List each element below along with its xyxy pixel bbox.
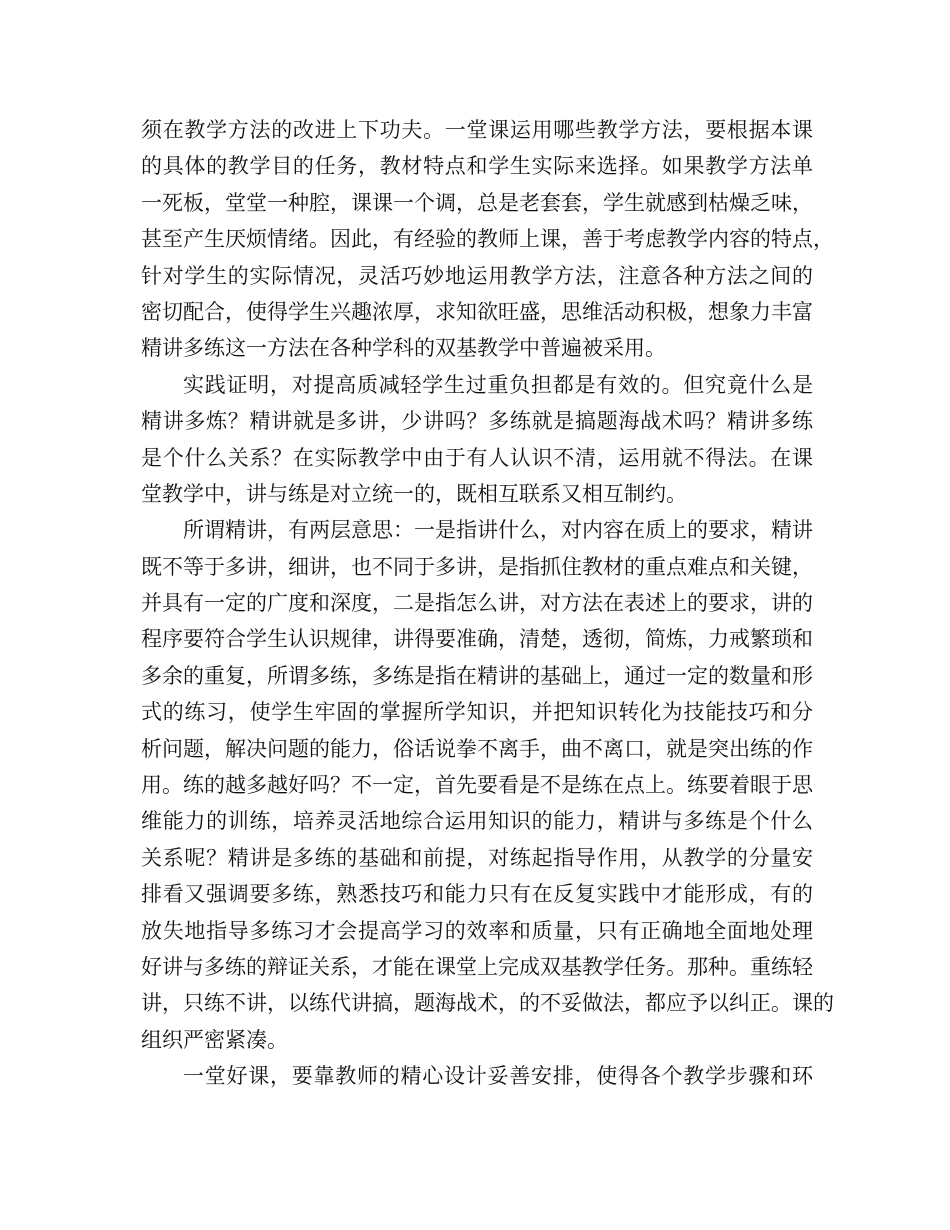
text-line: 讲，只练不讲，以练代讲搞，题海战术，的不妥做法，都应予以纠正。课的: [141, 991, 834, 1016]
text-line: 实践证明，对提高质减轻学生过重负担都是有效的。但究竟什么是: [183, 372, 813, 397]
text-line: 精讲多练这一方法在各种学科的双基教学中普遍被采用。: [141, 336, 666, 361]
text-line: 甚至产生厌烦情绪。因此，有经验的教师上课，善于考虑教学内容的特点，: [141, 227, 834, 252]
text-line: 用。练的越多越好吗？不一定，首先要看是不是练在点上。练要着眼于思: [141, 773, 813, 798]
text-line: 关系呢？精讲是多练的基础和前提，对练起指导作用，从教学的分量安: [141, 845, 813, 870]
paragraph: [141, 367, 813, 513]
text-line: 排看又强调要多练，熟悉技巧和能力只有在反复实践中才能形成，有的: [141, 882, 813, 907]
text-line: 放失地指导多练习才会提高学习的效率和质量，只有正确地全面地处理: [141, 918, 813, 943]
text-line: 堂教学中，讲与练是对立统一的，既相互联系又相互制约。: [141, 481, 687, 506]
text-line: 维能力的训练，培养灵活地综合运用知识的能力，精讲与多练是个什么: [141, 809, 813, 834]
text-line: 的具体的教学目的任务，教材特点和学生实际来选择。如果教学方法单: [141, 154, 813, 179]
paragraph: [141, 512, 834, 1058]
text-line: 一堂好课，要靠教师的精心设计妥善安排，使得各个教学步骤和环: [183, 1064, 813, 1089]
text-line: 针对学生的实际情况，灵活巧妙地运用教学方法，注意各种方法之间的: [141, 263, 813, 288]
paragraph: [141, 1058, 813, 1094]
text-line: 须在教学方法的改进上下功夫。一堂课运用哪些教学方法，要根据本课: [141, 118, 813, 142]
text-line: 程序要符合学生认识规律，讲得要准确，清楚，透彻，简炼，力戒繁琐和: [141, 627, 813, 652]
text-line: 所谓精讲，有两层意思：一是指讲什么，对内容在质上的要求，精讲: [183, 518, 813, 543]
text-line: 既不等于多讲，细讲，也不同于多讲，是指抓住教材的重点难点和关键，: [141, 554, 813, 579]
text-line: 一死板，堂堂一种腔，课课一个调，总是老套套，学生就感到枯燥乏味，: [141, 190, 813, 215]
text-line: 并具有一定的广度和深度，二是指怎么讲，对方法在表述上的要求，讲的: [141, 591, 813, 616]
text-line: 组织严密紧凑。: [141, 1027, 288, 1052]
text-line: 精讲多炼？精讲就是多讲，少讲吗？多练就是搞题海战术吗？精讲多练: [141, 409, 813, 434]
text-line: 析问题，解决问题的能力，俗话说拳不离手，曲不离口，就是突出练的作: [141, 736, 813, 761]
text-line: 式的练习，使学生牢固的掌握所学知识，并把知识转化为技能技巧和分: [141, 700, 813, 725]
text-line: 好讲与多练的辩证关系，才能在课堂上完成双基教学任务。那种。重练轻: [141, 954, 813, 979]
document-body: [141, 112, 834, 1095]
text-line: 密切配合，使得学生兴趣浓厚，求知欲旺盛，思维活动积极，想象力丰富: [141, 299, 813, 324]
text-line: 多余的重复，所谓多练，多练是指在精讲的基础上，通过一定的数量和形: [141, 663, 813, 688]
text-line: 是个什么关系？在实际教学中由于有人认识不清，运用就不得法。在课: [141, 445, 813, 470]
paragraph: [141, 112, 834, 367]
